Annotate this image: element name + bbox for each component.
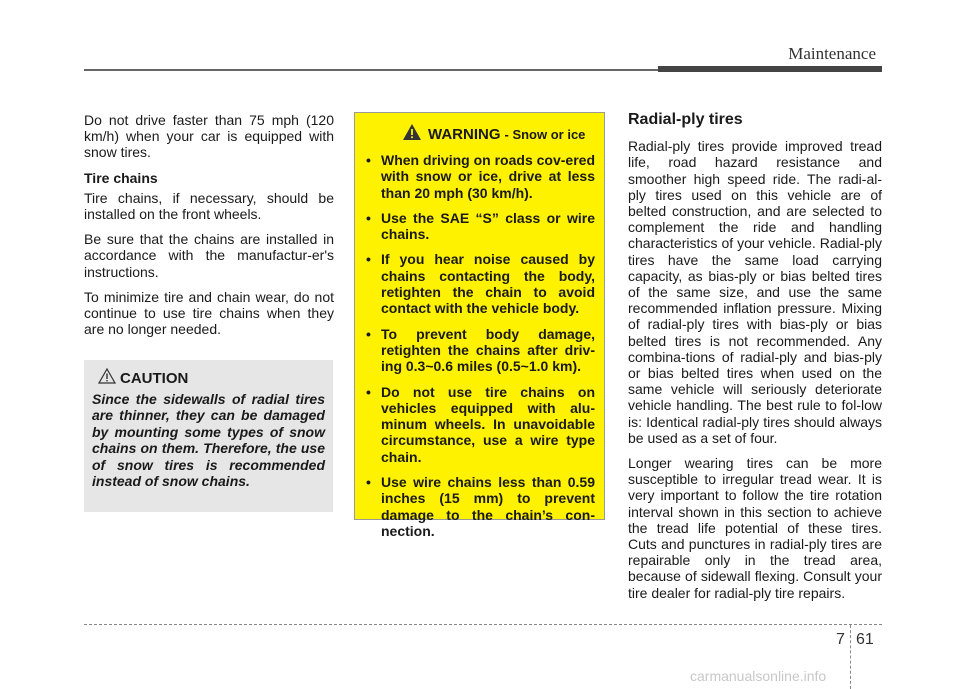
page-number-divider [850,625,851,689]
tire-chains-heading: Tire chains [84,169,158,186]
radial-ply-paragraph: Radial-ply tires provide improved tread life, road hazard resistance and smoother high speed ride. The radi-al-ply tires used on this vehicle are of belted construction, and are selected to complement the ride and handling characteristics of your vehicle. Radial-ply tires have the same load carrying capacity, as bias-ply or bias belted tires of the same size, and use the same recommended inflation pressure. Mixing of radial-ply tires with bias-ply or bias belted tires is not recommended. Any combina-tions of radial-ply and bias-ply or bias belted tires when used on the same vehicle will seriously deteriorate vehicle handling. The best rule to fol-low is: Identical radial-ply tires should always be used as a set of four. [628,138,882,446]
watermark-text: carmanualsonline.info [690,668,827,684]
snow-tire-speed-paragraph: Do not drive faster than 75 mph (120 km/h) when your car is equipped with snow tires. [84,112,334,161]
header-rule-accent [658,66,882,72]
warning-item: • When driving on roads cov-ered with snow or ice, drive at less than 20 mph (30 km/h). [366,152,595,201]
chains-wear-paragraph: To minimize tire and chain wear, do not continue to use tire chains when they are no longer needed. [84,288,334,338]
warning-label: WARNING [428,126,501,143]
radial-ply-heading: Radial-ply tires [628,111,743,128]
warning-header [402,123,595,146]
page-number: 61 [856,631,874,648]
section-title: Maintenance [788,44,876,63]
warning-item: • Use wire chains less than 0.59 inches (15 mm) to prevent damage to the chain’s con-nection. [366,474,595,539]
left-column [84,112,334,346]
chains-front-paragraph: Tire chains, if necessary, should be installed on the front wheels. [84,189,334,223]
warning-item: • Use the SAE “S” class or wire chains. [366,209,595,243]
chains-install-paragraph: Be sure that the chains are installed in accordance with the manufactur-er's instructions. [84,231,334,280]
warning-item: • To prevent body damage, retighten the chains after driv-ing 0.3~0.6 miles (0.5~1.0 km). [366,325,595,375]
footer-rule [84,624,882,625]
warning-box [354,112,605,539]
warning-list [364,152,595,539]
right-column [628,112,882,610]
chapter-number: 7 [836,631,845,648]
caution-label: CAUTION [120,370,189,387]
caution-box [84,360,333,512]
warning-subtitle: - Snow or ice [504,127,586,142]
warning-item: • Do not use tire chains on vehicles equipped with alu-minum wheels. In unavoidable circumstance, use a wire type chain. [366,383,595,465]
caution-header [98,368,325,389]
caution-text: Since the sidewalls of radial tires are thinner, they can be damaged by mounting some types of snow chains on them. Therefore, the use of snow tires is recommended instead of snow chains. [92,391,325,490]
caution-triangle-icon [98,368,116,389]
warning-triangle-icon [402,123,422,146]
warning-item: • If you hear noise caused by chains contacting the body, retighten the chain to avoid contact with the vehicle body. [366,251,595,317]
tread-wear-paragraph: Longer wearing tires can be more susceptible to irregular tread wear. It is very important to follow the tire rotation interval shown in this section to achieve the tread life potential of these tires. Cuts and punctures in radial-ply tires are repairable only in the tread area, because of sidewall flexing. Consult your tire dealer for radial-ply tire repairs. [628,455,882,601]
